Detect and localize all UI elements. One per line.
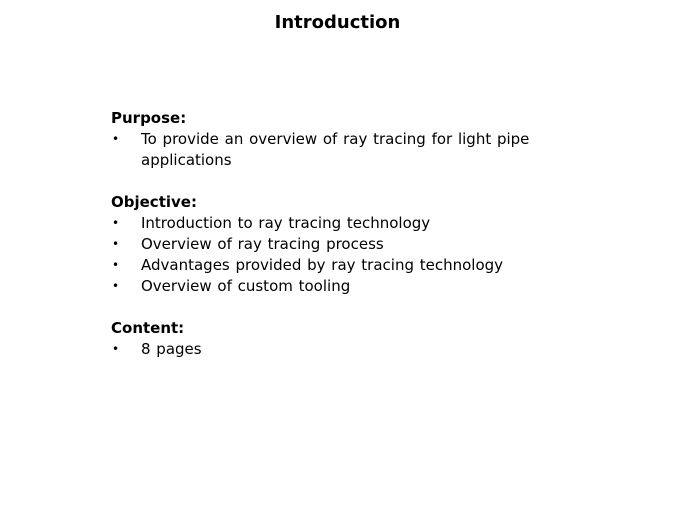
slide-title: Introduction xyxy=(274,12,401,33)
bullet-icon: • xyxy=(112,258,120,272)
list-item xyxy=(111,213,591,234)
list-item xyxy=(111,276,591,297)
list-item-text: To provide an overview of ray tracing for light pipe applications xyxy=(141,130,530,169)
objective-list xyxy=(111,213,591,297)
list-item xyxy=(111,255,591,276)
list-item-text: Advantages provided by ray tracing technology xyxy=(141,256,504,274)
list-item-text: 8 pages xyxy=(141,340,202,358)
list-item-text: Overview of ray tracing process xyxy=(141,235,384,253)
objective-section xyxy=(111,192,591,297)
slide-body xyxy=(111,108,591,381)
bullet-icon: • xyxy=(112,279,120,293)
content-section xyxy=(111,318,591,360)
purpose-list xyxy=(111,129,591,171)
content-heading: Content: xyxy=(111,319,185,337)
content-list xyxy=(111,339,591,360)
list-item xyxy=(111,234,591,255)
list-item-text: Overview of custom tooling xyxy=(141,277,351,295)
list-item xyxy=(111,339,591,360)
purpose-section xyxy=(111,108,591,171)
list-item-text: Introduction to ray tracing technology xyxy=(141,214,431,232)
list-item xyxy=(111,129,561,171)
objective-heading: Objective: xyxy=(111,193,197,211)
bullet-icon: • xyxy=(112,216,120,230)
bullet-icon: • xyxy=(112,342,120,356)
purpose-heading: Purpose: xyxy=(111,109,187,127)
bullet-icon: • xyxy=(112,132,120,146)
bullet-icon: • xyxy=(112,237,120,251)
